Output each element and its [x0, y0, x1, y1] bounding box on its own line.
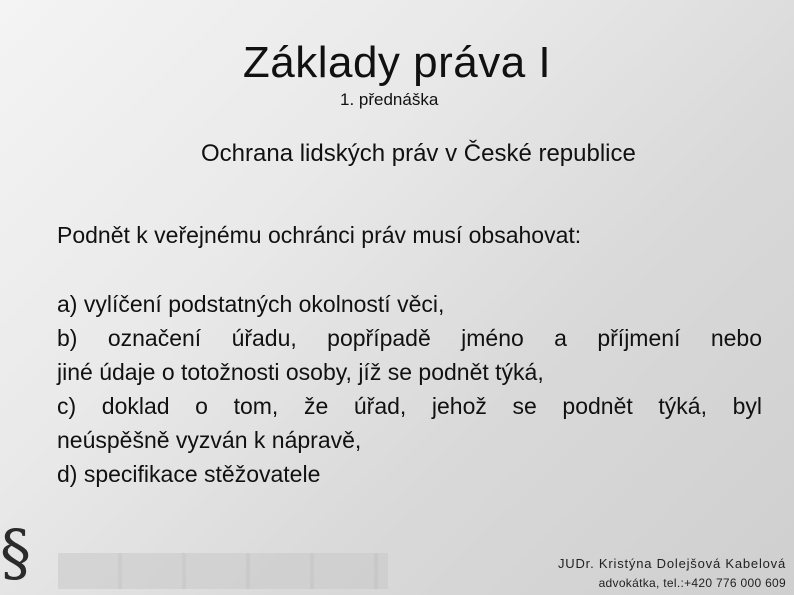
slide-subtitle: 1. přednáška: [340, 90, 439, 109]
list-item: a) vylíčení podstatných okolností věci,: [57, 291, 445, 317]
list-item: jiné údaje o totožnosti osoby, jíž se podnět týká,: [57, 359, 544, 385]
list-item: d) specifikace stěžovatele: [57, 461, 321, 487]
intro-text: Podnět k veřejnému ochránci práv musí obsahovat:: [57, 222, 582, 248]
footer-decoration: [58, 553, 388, 589]
item-list: [57, 287, 762, 491]
list-item: c) doklad o tom, že úřad, jehož se podnět týká, byl: [57, 393, 762, 419]
slide-title: Základy práva I: [242, 38, 552, 87]
list-item: b) označení úřadu, popřípadě jméno a příjmení nebo: [57, 325, 762, 351]
footer-author: JUDr. Kristýna Dolejšová Kabelová: [558, 556, 786, 571]
section-title: Ochrana lidských práv v České republice: [201, 140, 636, 167]
list-item: neúspěšně vyzván k nápravě,: [57, 427, 362, 453]
footer-contact: advokátka, tel.:+420 776 000 609: [598, 576, 786, 590]
paragraph-section-icon: §: [0, 516, 31, 589]
